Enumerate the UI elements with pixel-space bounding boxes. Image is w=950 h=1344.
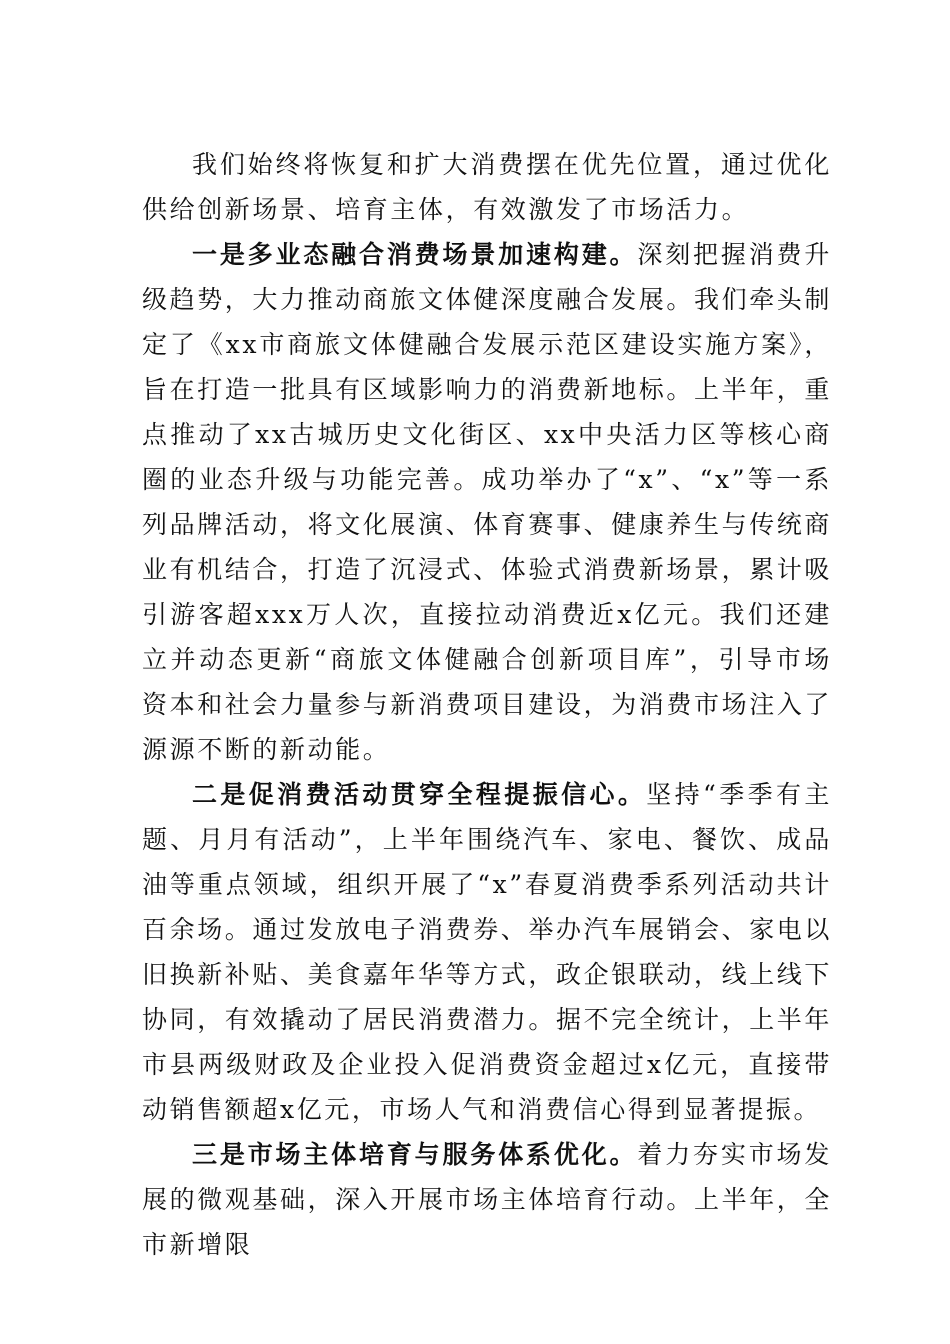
paragraph-heading: 三是市场主体培育与服务体系优化。 bbox=[192, 1140, 638, 1169]
paragraph-text: 深刻把握消费升级趋势，大力推动商旅文体健深度融合发展。我们牵头制定了《xx市商旅文体健融合发展示范区建设实施方案》，旨在打造一批具有区域影响力的消费新地标。上半年，重点推动了xx古城历史文化街区、xx中央活力区等核心商圈的业态升级与功能完善。成功举办了“x”、“x”等一系列品牌活动，将文化展演、体育赛事、健康养生与传统商业有机结合，打造了沉浸式、体验式消费新场景，累计吸引游客超xxx万人次，直接拉动消费近x亿元。我们还建立并动态更新“商旅文体健融合创新项目库”，引导市场资本和社会力量参与新消费项目建设，为消费市场注入了源源不断的新动能。 bbox=[142, 240, 833, 764]
paragraph-consumption-scenes bbox=[142, 232, 832, 772]
paragraph-market-entities bbox=[142, 1132, 832, 1267]
paragraph-text: 我们始终将恢复和扩大消费摆在优先位置，通过优化供给创新场景、培育主体，有效激发了市场活力。 bbox=[142, 150, 832, 224]
paragraph-heading: 一是多业态融合消费场景加速构建。 bbox=[192, 240, 638, 269]
paragraph-text: 着力夯实市场发展的微观基础，深入开展市场主体培育行动。上半年，全市新增限 bbox=[142, 1140, 833, 1259]
paragraph-intro bbox=[142, 142, 832, 232]
document-body bbox=[142, 142, 832, 1267]
paragraph-heading: 二是促消费活动贯穿全程提振信心。 bbox=[192, 780, 647, 809]
paragraph-text: 坚持“季季有主题、月月有活动”，上半年围绕汽车、家电、餐饮、成品油等重点领域，组织开展了“x”春夏消费季系列活动共计百余场。通过发放电子消费券、举办汽车展销会、家电以旧换新补贴、美食嘉年华等方式，政企银联动，线上线下协同，有效撬动了居民消费潜力。据不完全统计，上半年市县两级财政及企业投入促消费资金超过x亿元，直接带动销售额超x亿元，市场人气和消费信心得到显著提振。 bbox=[142, 780, 833, 1124]
paragraph-promotion-activities bbox=[142, 772, 832, 1132]
